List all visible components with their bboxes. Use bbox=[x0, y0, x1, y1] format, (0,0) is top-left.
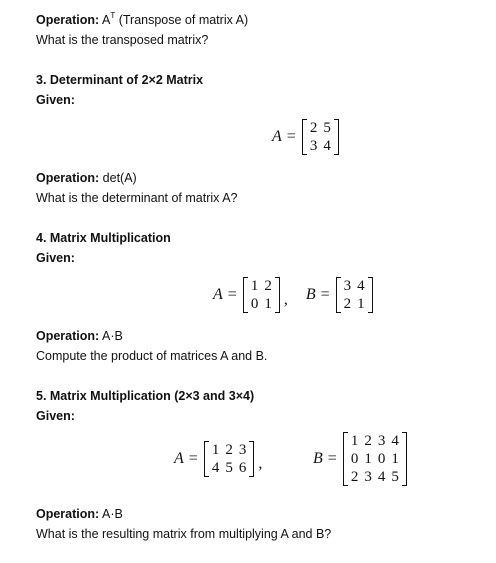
equation-det-a bbox=[272, 119, 339, 155]
question-multiplication: Compute the product of matrices A and B. bbox=[36, 349, 268, 363]
matrix-a bbox=[243, 277, 280, 313]
operation-value: A·B bbox=[99, 507, 123, 521]
matrix-cell: 2 bbox=[309, 120, 318, 136]
equation-mult-3x4-right bbox=[313, 432, 407, 486]
matrix-cell: 2 bbox=[364, 433, 372, 449]
matrix-cell: 3 bbox=[309, 138, 318, 154]
matrix-name: B bbox=[313, 450, 323, 467]
transpose-superscript: T bbox=[110, 10, 116, 20]
matrix-cell: 0 bbox=[350, 451, 359, 467]
matrix-grid bbox=[348, 432, 402, 486]
matrix-cell: 5 bbox=[225, 460, 233, 476]
section-heading-multiplication-2x3-3x4: 5. Matrix Multiplication (2×3 and 3×4) bbox=[36, 389, 255, 403]
equals-sign: = bbox=[188, 450, 198, 467]
matrix-grid bbox=[209, 441, 250, 477]
matrix-cell: 3 bbox=[364, 469, 372, 485]
question-multiplication-2x3-3x4: What is the resulting matrix from multiplying A and B? bbox=[36, 527, 332, 541]
operation-mult-2x3-line bbox=[36, 506, 123, 522]
operation-value: det(A) bbox=[99, 171, 137, 185]
operation-description: (Transpose of matrix A) bbox=[115, 13, 249, 27]
matrix-cell: 0 bbox=[377, 451, 386, 467]
equation-mult-ab bbox=[213, 277, 373, 313]
matrix-grid bbox=[248, 277, 275, 313]
operation-label: Operation: bbox=[36, 171, 100, 185]
matrix-cell: 5 bbox=[323, 120, 331, 136]
matrix-b bbox=[343, 432, 407, 486]
matrix-cell: 5 bbox=[391, 469, 399, 485]
matrix-name: B bbox=[305, 286, 316, 303]
equals-sign: = bbox=[286, 128, 296, 145]
operation-label: Operation: bbox=[36, 13, 100, 27]
comma: , bbox=[258, 455, 263, 472]
matrix-cell: 0 bbox=[250, 296, 259, 312]
matrix-cell: 1 bbox=[264, 296, 272, 312]
equals-sign: = bbox=[227, 286, 237, 303]
operation-label: Operation: bbox=[36, 329, 100, 343]
matrix-cell: 2 bbox=[225, 442, 233, 458]
section-heading-multiplication: 4. Matrix Multiplication bbox=[36, 231, 171, 245]
matrix-grid bbox=[341, 277, 368, 313]
matrix-cell: 1 bbox=[357, 296, 365, 312]
operation-mult-line bbox=[36, 328, 123, 344]
matrix-grid bbox=[307, 119, 334, 155]
matrix-cell: 2 bbox=[343, 296, 352, 312]
matrix-name: A bbox=[213, 286, 223, 303]
matrix-cell: 3 bbox=[377, 433, 386, 449]
matrix-a bbox=[302, 119, 339, 155]
operation-det-line bbox=[36, 170, 137, 186]
matrix-b bbox=[336, 277, 373, 313]
matrix-cell: 1 bbox=[391, 451, 399, 467]
matrix-cell: 4 bbox=[323, 138, 331, 154]
matrix-cell: 4 bbox=[211, 460, 220, 476]
operation-transpose-line bbox=[36, 12, 248, 28]
matrix-cell: 4 bbox=[391, 433, 399, 449]
matrix-cell: 1 bbox=[250, 278, 259, 294]
equals-sign: = bbox=[327, 450, 337, 467]
matrix-cell: 6 bbox=[238, 460, 247, 476]
matrix-cell: 3 bbox=[238, 442, 247, 458]
question-transpose: What is the transposed matrix? bbox=[36, 33, 209, 47]
operation-value: A·B bbox=[99, 329, 123, 343]
matrix-cell: 2 bbox=[264, 278, 272, 294]
matrix-cell: 2 bbox=[350, 469, 359, 485]
operation-label: Operation: bbox=[36, 507, 100, 521]
matrix-cell: 4 bbox=[357, 278, 365, 294]
matrix-cell: 4 bbox=[377, 469, 386, 485]
given-label: Given: bbox=[36, 409, 75, 423]
given-label: Given: bbox=[36, 93, 75, 107]
equals-sign: = bbox=[320, 286, 330, 303]
equation-mult-2x3-left bbox=[174, 441, 280, 477]
matrix-name: A bbox=[174, 450, 184, 467]
operation-value: A bbox=[99, 13, 111, 27]
matrix-cell: 3 bbox=[343, 278, 352, 294]
matrix-a bbox=[204, 441, 255, 477]
comma: , bbox=[283, 291, 288, 308]
given-label: Given: bbox=[36, 251, 75, 265]
matrix-name: A bbox=[272, 128, 282, 145]
question-determinant: What is the determinant of matrix A? bbox=[36, 191, 238, 205]
section-heading-determinant: 3. Determinant of 2×2 Matrix bbox=[36, 73, 204, 87]
matrix-cell: 1 bbox=[364, 451, 372, 467]
matrix-cell: 1 bbox=[350, 433, 359, 449]
matrix-cell: 1 bbox=[211, 442, 220, 458]
